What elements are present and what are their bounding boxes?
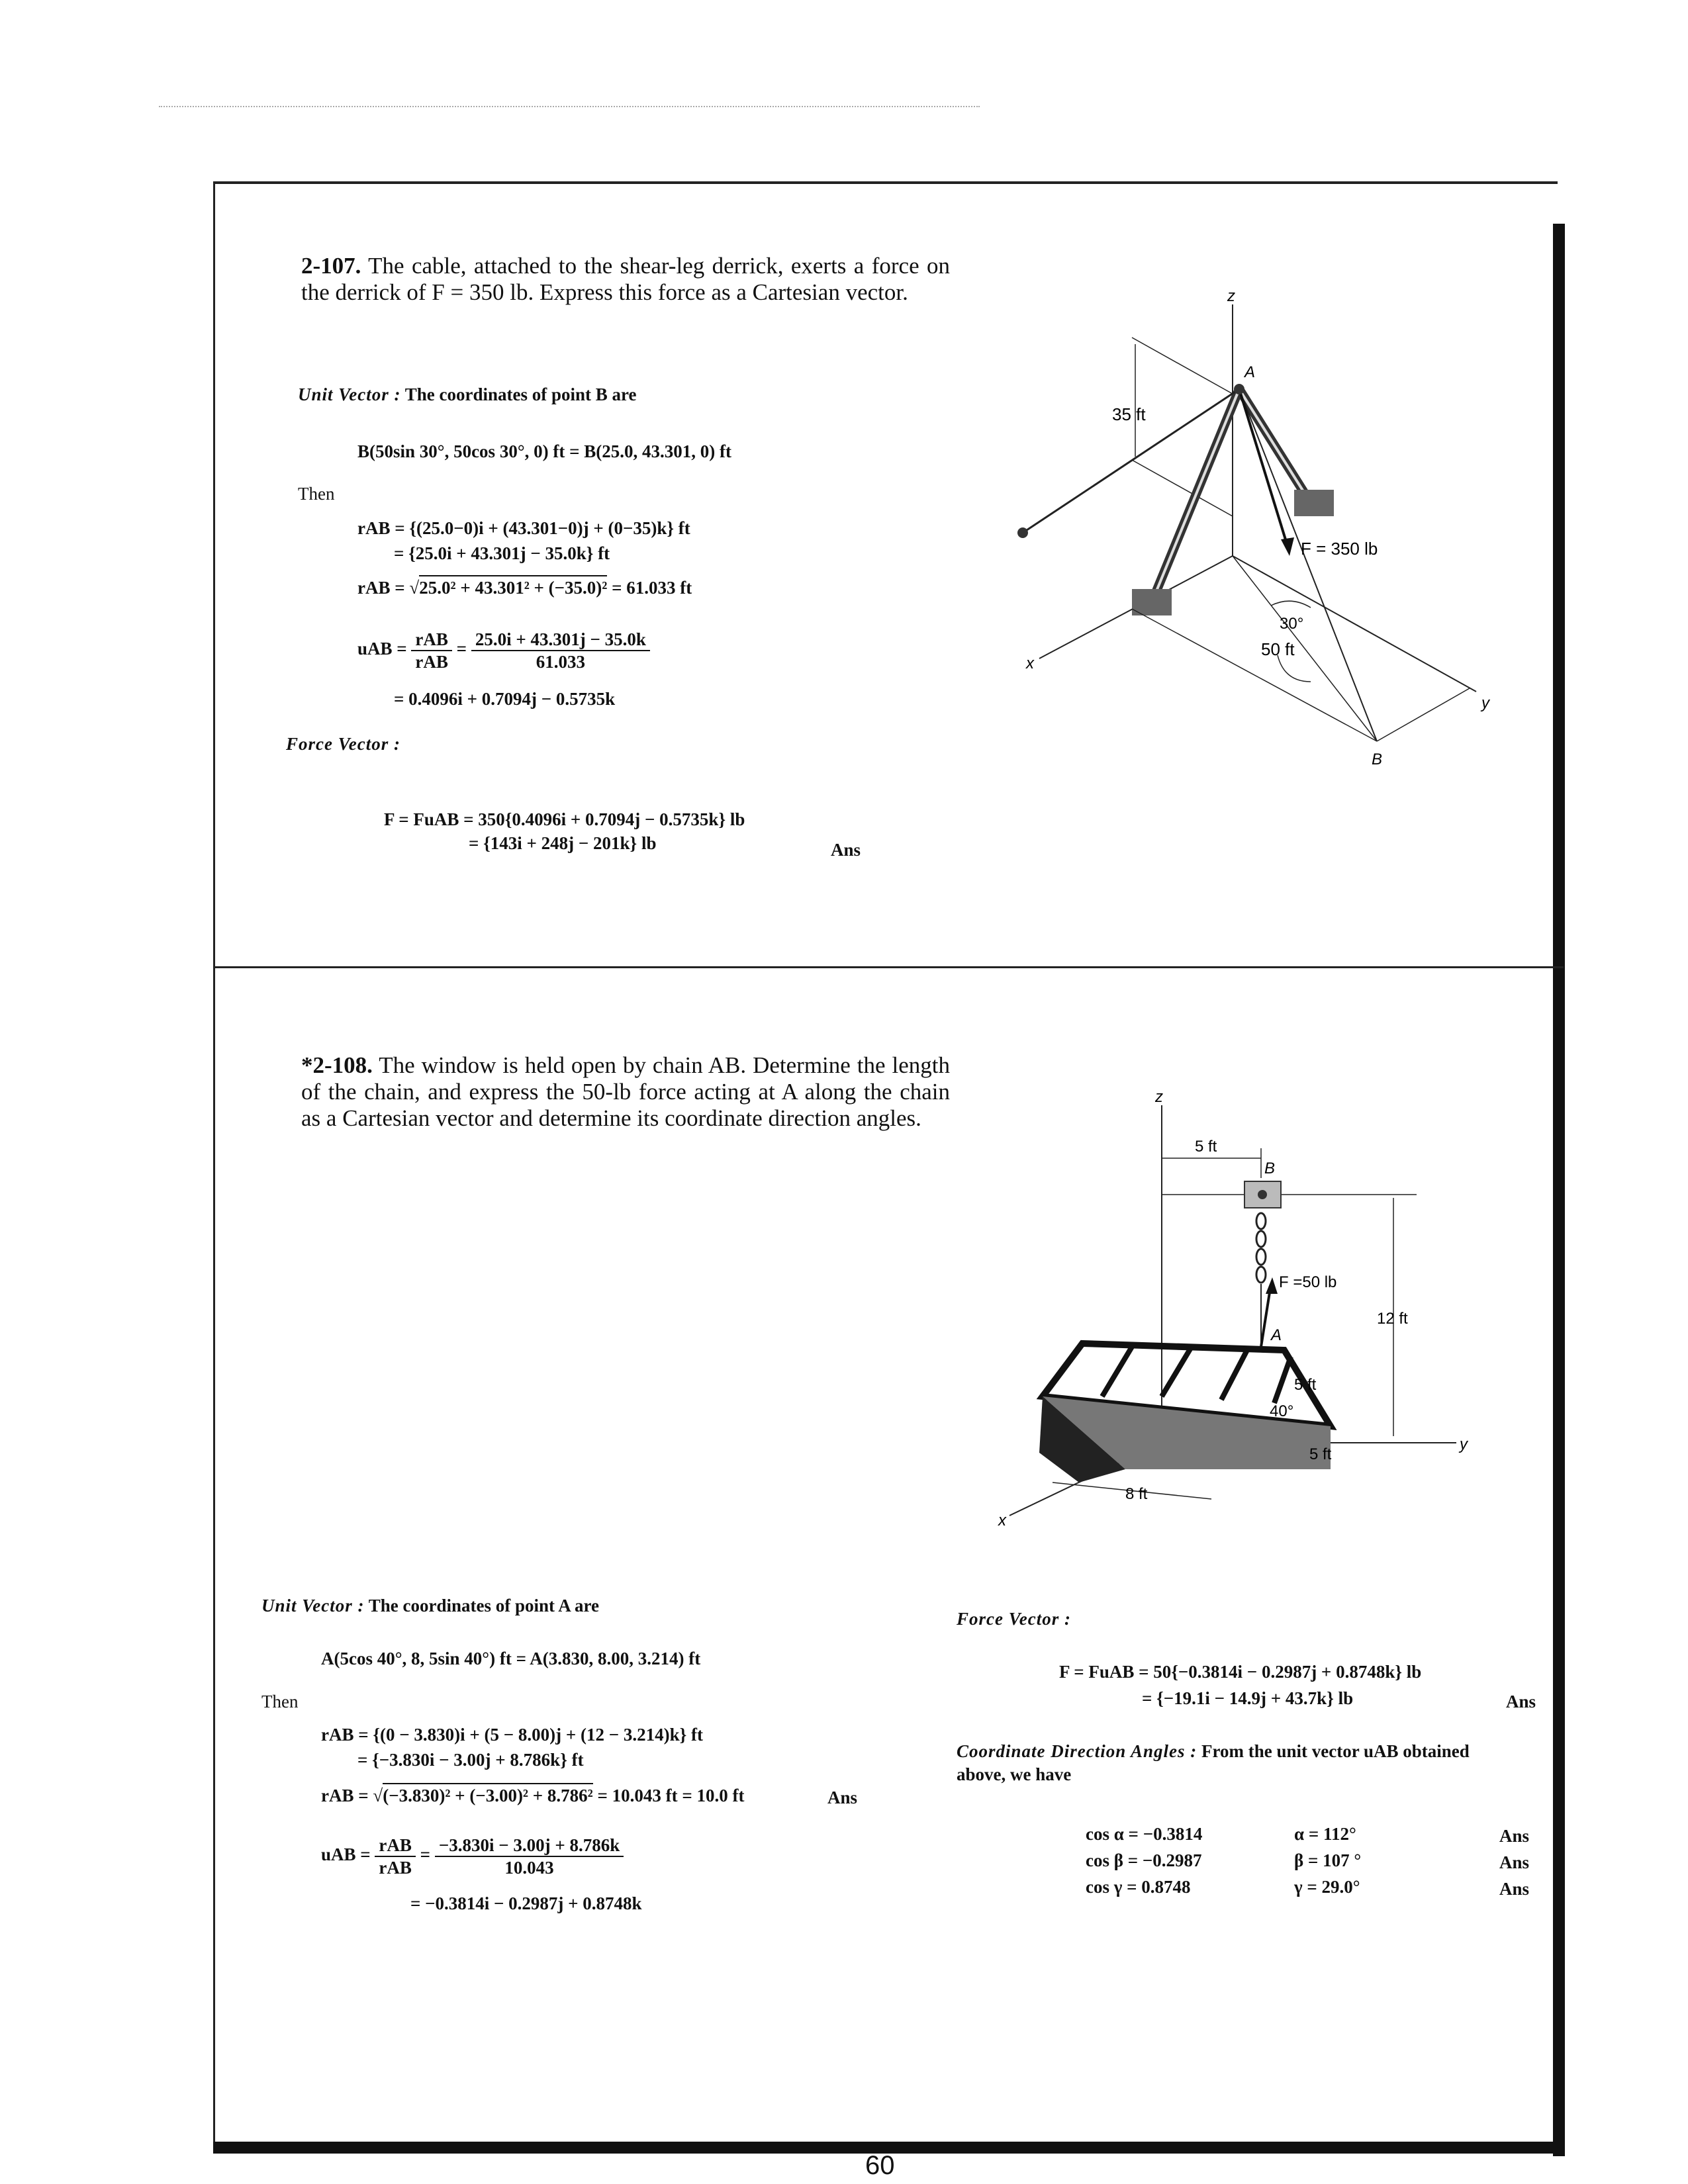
answer-marker-beta: Ans bbox=[1499, 1852, 1530, 1872]
section-divider bbox=[213, 966, 1564, 968]
position-vector-line-1-108 bbox=[321, 1724, 703, 1745]
force-label: F =50 lb bbox=[1279, 1273, 1337, 1291]
equation: = {(0 − 3.830)i + (5 − 8.00)j + (12 − 3.214)k} ft bbox=[358, 1725, 704, 1745]
problem-2-108-statement bbox=[301, 1052, 950, 1132]
position-vector-line-2-108: = {−3.830i − 3.00j + 8.786k} ft bbox=[357, 1750, 584, 1770]
section-label: Unit Vector : bbox=[298, 385, 401, 404]
page-number: 60 bbox=[865, 2151, 895, 2180]
numerator: 25.0i + 43.301j − 35.0k bbox=[471, 629, 650, 651]
denominator: 61.033 bbox=[536, 652, 585, 672]
answer-marker-length: Ans bbox=[827, 1788, 858, 1807]
numerator: rAB bbox=[411, 629, 452, 651]
x-label: x bbox=[998, 1512, 1006, 1529]
point-a-label: A bbox=[1244, 363, 1256, 381]
denominator: rAB bbox=[415, 652, 448, 672]
denominator: 10.043 bbox=[504, 1858, 554, 1878]
answer-marker-gamma: Ans bbox=[1499, 1879, 1530, 1899]
unit-vector-result-108: = −0.3814i − 0.2987j + 0.8748k bbox=[410, 1893, 642, 1913]
height-label: 35 ft bbox=[1112, 404, 1146, 424]
section-label: Unit Vector : bbox=[261, 1596, 365, 1615]
point-a-label: A bbox=[1271, 1326, 1282, 1344]
height-label: 12 ft bbox=[1377, 1310, 1408, 1328]
frame-shadow-right bbox=[1553, 224, 1565, 2156]
answer-marker: Ans bbox=[831, 840, 861, 860]
unit-vector-equation-108: uAB = $\frac{\text{rAB}}{\text{rAB}}$ = $\frac{-3.830i - 3.00j + 8.786k}{10.043}$ bbox=[321, 1835, 624, 1878]
base-left bbox=[1132, 589, 1172, 615]
unit-vector-heading bbox=[298, 384, 637, 405]
radicand: (−3.830)² + (−3.00)² + 8.786² bbox=[383, 1783, 593, 1805]
answer-marker-alpha: Ans bbox=[1499, 1826, 1530, 1846]
angle-label: 30° bbox=[1280, 615, 1304, 633]
force-vector-line-1-108: F = FuAB = 50{−0.3814i − 0.2987j + 0.8748k} lb bbox=[1059, 1662, 1422, 1682]
figure-window-chain bbox=[993, 1085, 1509, 1535]
coordinate-line-108: A(5cos 40°, 8, 5sin 40°) ft = A(3.830, 8.00, 3.214) ft bbox=[321, 1649, 701, 1668]
force-vector-line-1: F = FuAB = 350{0.4096i + 0.7094j − 0.5735k} lb bbox=[384, 809, 745, 829]
gamma-value: γ = 29.0° bbox=[1294, 1877, 1360, 1897]
point-b-label: B bbox=[1264, 1160, 1276, 1177]
unit-vector-equation: uAB = $\frac{\text{rAB}}{\text{rAB}}$ = $\frac{25.0i + 43.301j - 35.0k}{61.033}$ bbox=[357, 629, 650, 672]
magnitude-line bbox=[357, 577, 692, 598]
symbol: rAB bbox=[357, 518, 391, 538]
problem-2-107-statement bbox=[301, 253, 950, 306]
symbol: rAB bbox=[321, 1786, 354, 1805]
length-label: 8 ft bbox=[1125, 1485, 1148, 1503]
denominator: rAB bbox=[379, 1858, 412, 1878]
direction-angles-heading bbox=[957, 1741, 1470, 1762]
problem-number: *2-108. bbox=[301, 1052, 373, 1078]
position-vector-line-2: = {25.0i + 43.301j − 35.0k} ft bbox=[394, 543, 610, 563]
unit-vector-heading-108 bbox=[261, 1595, 599, 1616]
fraction-symbolic bbox=[375, 1835, 416, 1878]
section-label: Force Vector : bbox=[286, 734, 400, 754]
scan-artifact-line bbox=[159, 106, 980, 107]
alpha-value: α = 112° bbox=[1294, 1824, 1356, 1844]
z-label: z bbox=[1227, 287, 1235, 305]
force-vector-line-2: = {143i + 248j − 201k} lb bbox=[469, 833, 657, 853]
side-label-a: 5 ft bbox=[1294, 1376, 1317, 1394]
cos-beta: cos β = −0.2987 bbox=[1086, 1850, 1202, 1870]
equals: = bbox=[395, 578, 405, 598]
section-text: From the unit vector uAB obtained bbox=[1201, 1741, 1470, 1761]
problem-text: The cable, attached to the shear-leg derrick, exerts a force on the derrick of F = 350 lb. Express this force as a Cartesian vector. bbox=[301, 253, 950, 305]
base-right bbox=[1294, 490, 1334, 516]
equation: = {(25.0−0)i + (43.301−0)j + (0−35)k} ft bbox=[395, 518, 690, 538]
magnitude-line-108 bbox=[321, 1785, 745, 1806]
sqrt-sign: √ bbox=[373, 1786, 383, 1805]
direction-angles-text-2: above, we have bbox=[957, 1764, 1072, 1784]
y-label: y bbox=[1481, 694, 1489, 712]
fraction-symbolic bbox=[411, 629, 452, 672]
problem-number: 2-107. bbox=[301, 253, 361, 279]
force-arrow bbox=[1239, 389, 1288, 546]
length-label: 50 ft bbox=[1261, 639, 1295, 659]
result: = 61.033 ft bbox=[612, 578, 692, 598]
x-label: x bbox=[1026, 655, 1034, 672]
side-label-b: 5 ft bbox=[1309, 1445, 1332, 1463]
width-label: 5 ft bbox=[1195, 1138, 1217, 1156]
cos-alpha: cos α = −0.3814 bbox=[1086, 1824, 1203, 1844]
fraction-numeric bbox=[471, 629, 650, 672]
then-label: Then bbox=[298, 484, 335, 504]
symbol: uAB bbox=[357, 639, 393, 659]
force-vector-heading bbox=[286, 733, 400, 754]
sqrt-sign: √ bbox=[409, 578, 420, 598]
problem-text: The window is held open by chain AB. Determine the length of the chain, and express the 50-lb force acting at A along the chain as a Cartesian vector and determine its coordinate direction angles. bbox=[301, 1052, 950, 1131]
y-axis bbox=[1233, 556, 1476, 692]
numerator: −3.830i − 3.00j + 8.786k bbox=[435, 1835, 624, 1857]
symbol: uAB bbox=[321, 1844, 356, 1865]
chain bbox=[1256, 1213, 1266, 1283]
equals: = bbox=[358, 1786, 369, 1805]
cos-gamma: cos γ = 0.8748 bbox=[1086, 1877, 1191, 1897]
force-label: F = 350 lb bbox=[1301, 539, 1378, 559]
position-vector-line-1 bbox=[357, 518, 690, 539]
radicand: 25.0² + 43.301² + (−35.0)² bbox=[419, 575, 607, 598]
angle-label: 40° bbox=[1270, 1402, 1294, 1420]
section-text: The coordinates of point B are bbox=[404, 385, 637, 404]
force-vector-heading-108 bbox=[957, 1608, 1071, 1629]
y-label: y bbox=[1460, 1435, 1468, 1453]
coordinate-line: B(50sin 30°, 50cos 30°, 0) ft = B(25.0, 43.301, 0) ft bbox=[357, 441, 731, 461]
section-label: Force Vector : bbox=[957, 1609, 1071, 1629]
symbol: rAB bbox=[321, 1725, 354, 1745]
numerator: rAB bbox=[375, 1835, 416, 1857]
answer-marker-force: Ans bbox=[1506, 1692, 1536, 1711]
point-b-label: B bbox=[1372, 751, 1383, 768]
beta-value: β = 107 ° bbox=[1294, 1850, 1362, 1870]
result: = 10.043 ft = 10.0 ft bbox=[597, 1786, 745, 1805]
figure-shear-leg-derrick bbox=[993, 278, 1523, 768]
cable-ab bbox=[1239, 389, 1377, 741]
section-label: Coordinate Direction Angles : bbox=[957, 1741, 1197, 1761]
section-text: The coordinates of point A are bbox=[368, 1596, 600, 1615]
z-label: z bbox=[1155, 1088, 1163, 1106]
fraction-numeric bbox=[435, 1835, 624, 1878]
symbol: rAB bbox=[357, 578, 391, 598]
unit-vector-result: = 0.4096i + 0.7094j − 0.5735k bbox=[394, 689, 616, 709]
force-vector-line-2-108: = {−19.1i − 14.9j + 43.7k} lb bbox=[1142, 1688, 1354, 1708]
then-label-108: Then bbox=[261, 1692, 299, 1711]
